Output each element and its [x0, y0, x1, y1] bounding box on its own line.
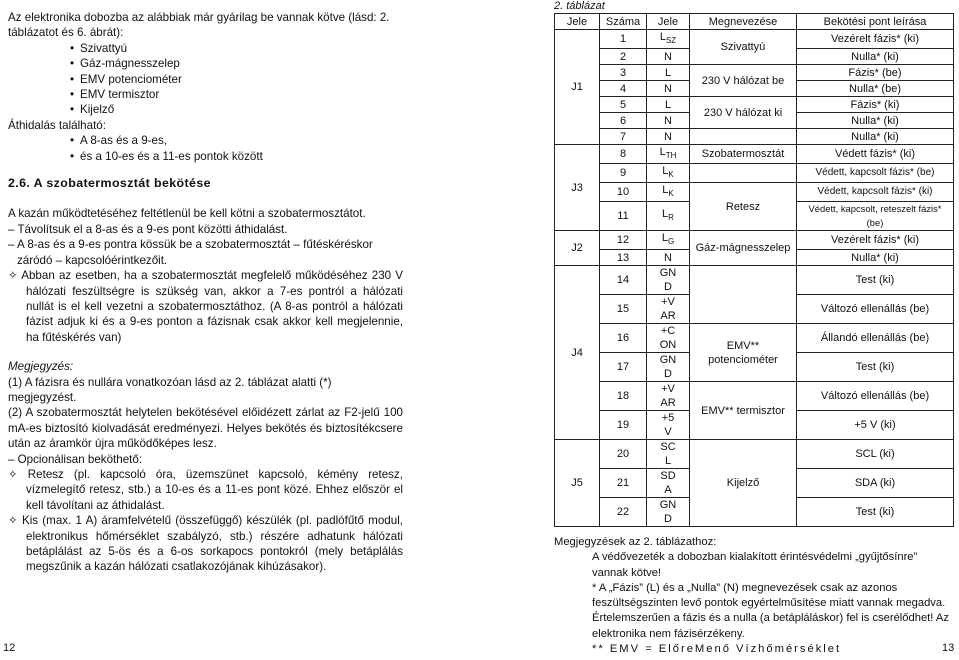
note-2: (2) A szobatermosztát helytelen bekötésével előidézett zárlat az F2-jelű 100 mA-es biztosító kiolvadását eredményezi. Helyes bekötés és biztosítékcsere után az áramkör újra működőképes lesz.: [8, 406, 403, 451]
description-cell: SCL (ki): [797, 440, 954, 469]
description-cell: Test (ki): [797, 353, 954, 382]
pin-number-cell: 2: [600, 49, 647, 65]
device-name-cell: Szobatermosztát: [690, 145, 797, 164]
table-row: [555, 324, 954, 353]
list-item: • és a 10-es és a 11-es pontok között: [70, 149, 403, 164]
pin-number-cell: 21: [600, 469, 647, 498]
pin-number-cell: 22: [600, 498, 647, 527]
device-name-cell: [690, 266, 797, 324]
header-cell: Jele: [647, 14, 690, 30]
list-item: • Szivattyú: [70, 41, 403, 56]
pin-number-cell: 8: [600, 145, 647, 164]
description-cell: Védett, kapcsolt, reteszelt fázis* (be): [797, 202, 954, 231]
signal-cell: +5 V: [647, 411, 690, 440]
bridge-label: Áthidalás található:: [8, 118, 106, 132]
signal-cell: $L_R$: [647, 202, 690, 231]
connector-cell: J2: [555, 231, 600, 266]
signal-cell: +V AR: [647, 295, 690, 324]
note: * A „Fázis” (L) és a „Nulla” (N) megnevezések csak az azonos feszültségszinten levő pontok egyértelműsítése miatt vannak megadva. Értelemszerűen a fázis és a nulla (a betápláláskor) fel is cserélődhet! Az elektronika nem fázisérzékeny.: [592, 581, 949, 640]
header-cell: Bekötési pont leírása: [797, 14, 954, 30]
signal-cell: L: [647, 97, 690, 113]
pin-number-cell: 6: [600, 113, 647, 129]
description-cell: Változó ellenállás (be): [797, 295, 954, 324]
description-cell: Nulla* (be): [797, 81, 954, 97]
connector-cell: J5: [555, 440, 600, 527]
bridge-list: [70, 133, 403, 164]
description-cell: Fázis* (be): [797, 65, 954, 81]
device-name-cell: Kijelző: [690, 440, 797, 527]
table-row: [555, 231, 954, 250]
pin-number-cell: 13: [600, 250, 647, 266]
header-cell: Jele: [555, 14, 600, 30]
signal-cell: $L_K$: [647, 183, 690, 202]
signal-cell: N: [647, 129, 690, 145]
description-cell: Nulla* (ki): [797, 250, 954, 266]
description-cell: Vezérelt fázis* (ki): [797, 231, 954, 250]
device-name-cell: EMV** potenciométer: [690, 324, 797, 382]
device-name-cell: 230 V hálózat ki: [690, 97, 797, 129]
built-in-list: [70, 41, 403, 118]
list-item: • A 8-as és a 9-es,: [70, 133, 403, 148]
signal-cell: $L_{SZ}$: [647, 30, 690, 49]
pin-number-cell: 19: [600, 411, 647, 440]
signal-cell: GN D: [647, 498, 690, 527]
description-cell: Test (ki): [797, 498, 954, 527]
right-column: [554, 0, 954, 657]
optional-title: – Opcionálisan beköthető:: [8, 452, 143, 466]
device-name-cell: Szivattyú: [690, 30, 797, 65]
list-item: • EMV potenciométer: [70, 72, 403, 87]
signal-cell: N: [647, 113, 690, 129]
signal-cell: N: [647, 250, 690, 266]
signal-cell: GN D: [647, 353, 690, 382]
signal-cell: +V AR: [647, 382, 690, 411]
device-name-cell: 230 V hálózat be: [690, 65, 797, 97]
diamond-item: ✧ Kis (max. 1 A) áramfelvételű (összefüggő) készülék (pl. padlófűtő modul, elektronikus hőmérséklet szabályzó, stb.) részére adhatunk hálózati betáplálást az 5-ös és a 6-os sorkapocs pontokról (mely betáplálás megszűnik a kazán hálózati csatlakozójának kihúzásakor).: [8, 514, 403, 574]
header-cell: Megnevezése: [690, 14, 797, 30]
device-name-cell: [690, 129, 797, 145]
pin-number-cell: 20: [600, 440, 647, 469]
dash-item: – A 8-as és a 9-es pontra kössük be a szobatermosztát – fűtéskéréskor záródó – kapcsolóérintkezőit.: [8, 238, 373, 267]
description-cell: Nulla* (ki): [797, 49, 954, 65]
pin-number-cell: 16: [600, 324, 647, 353]
table-row: [555, 382, 954, 411]
signal-cell: $L_G$: [647, 231, 690, 250]
section-title: 2.6. A szobatermosztát bekötése: [8, 176, 211, 191]
description-cell: Állandó ellenállás (be): [797, 324, 954, 353]
description-cell: Fázis* (ki): [797, 97, 954, 113]
device-name-cell: Retesz: [690, 183, 797, 231]
pin-number-cell: 12: [600, 231, 647, 250]
list-item: • Gáz-mágnesszelep: [70, 56, 403, 71]
connection-table: [554, 13, 954, 527]
description-cell: Vezérelt fázis* (ki): [797, 30, 954, 49]
description-cell: Védett, kapcsolt fázis* (ki): [797, 183, 954, 202]
description-cell: Nulla* (ki): [797, 113, 954, 129]
dash-item: – Távolítsuk el a 8-as és a 9-es pont közötti áthidalást.: [8, 222, 288, 236]
table-caption: 2. táblázat: [554, 0, 605, 12]
table-header-row: [555, 14, 954, 30]
description-cell: SDA (ki): [797, 469, 954, 498]
description-cell: +5 V (ki): [797, 411, 954, 440]
pin-number-cell: 3: [600, 65, 647, 81]
table-row: [555, 266, 954, 295]
signal-cell: N: [647, 81, 690, 97]
diamond-item: ✧ Abban az esetben, ha a szobatermosztát megfelelő működéséhez 230 V hálózati feszültségre is szükség van, akkor a 7-es pontról a hálózati nullát is el kell vezetni a szobatermosztáthoz. (A 8-as pontról a hálózati fázist adjuk ki és a 9-es ponton a fázisnak csak akkor kell megjelennie, ha fűtéskérés van): [8, 269, 403, 344]
pin-number-cell: 7: [600, 129, 647, 145]
signal-cell: $L_K$: [647, 164, 690, 183]
signal-cell: SC L: [647, 440, 690, 469]
notes-title: Megjegyzések az 2. táblázathoz:: [554, 536, 717, 548]
table-row: [555, 97, 954, 113]
connector-cell: J4: [555, 266, 600, 440]
pin-number-cell: 14: [600, 266, 647, 295]
page-number-right: 13: [942, 642, 955, 654]
signal-cell: SD A: [647, 469, 690, 498]
table-row: [555, 440, 954, 469]
signal-cell: L: [647, 65, 690, 81]
description-cell: Nulla* (ki): [797, 129, 954, 145]
page-number-left: 12: [3, 642, 16, 654]
note-emv: ** EMV = ElőreMenő Vízhőmérséklet: [592, 643, 842, 656]
description-cell: Változó ellenállás (be): [797, 382, 954, 411]
connector-cell: J1: [555, 30, 600, 145]
table-row: [555, 183, 954, 202]
left-column: [8, 10, 403, 575]
pin-number-cell: 15: [600, 295, 647, 324]
device-name-cell: [690, 164, 797, 183]
notes-title: Megjegyzés:: [8, 360, 74, 374]
table-row: [555, 65, 954, 81]
header-cell: Száma: [600, 14, 647, 30]
pin-number-cell: 17: [600, 353, 647, 382]
pin-number-cell: 4: [600, 81, 647, 97]
paragraph: A kazán működtetéséhez feltétlenül be kell kötni a szobatermosztátot.: [8, 207, 366, 221]
table-notes: [554, 535, 954, 657]
table-row: [555, 129, 954, 145]
list-item: • Kijelző: [70, 102, 403, 117]
description-cell: Test (ki): [797, 266, 954, 295]
device-name-cell: EMV** termisztor: [690, 382, 797, 440]
note-1: (1) A fázisra és nullára vonatkozóan lásd az 2. táblázat alatti (*) megjegyzést.: [8, 375, 332, 404]
pin-number-cell: 9: [600, 164, 647, 183]
pin-number-cell: 11: [600, 202, 647, 231]
signal-cell: GN D: [647, 266, 690, 295]
signal-cell: $L_{TH}$: [647, 145, 690, 164]
pin-number-cell: 5: [600, 97, 647, 113]
table-row: [555, 145, 954, 164]
signal-cell: +C ON: [647, 324, 690, 353]
intro-text: Az elektronika dobozba az alábbiak már gyárilag be vannak kötve (lásd: 2. táblázatot és 6. ábrát):: [8, 11, 390, 40]
table-row: [555, 164, 954, 183]
note: A védővezeték a dobozban kialakított érintésvédelmi „gyűjtősínre” vannak kötve!: [592, 551, 918, 579]
device-name-cell: Gáz-mágnesszelep: [690, 231, 797, 266]
table-row: [555, 30, 954, 49]
pin-number-cell: 10: [600, 183, 647, 202]
pin-number-cell: 18: [600, 382, 647, 411]
description-cell: Védett, kapcsolt fázis* (be): [797, 164, 954, 183]
diamond-item: ✧ Retesz (pl. kapcsoló óra, üzemszünet kapcsoló, kémény retesz, vízmelegítő retesz, stb.) a 10-es és a 11-es pont közé. Ehhez először el kell távolítani az áthidalást.: [8, 467, 403, 512]
pin-number-cell: 1: [600, 30, 647, 49]
signal-cell: N: [647, 49, 690, 65]
description-cell: Védett fázis* (ki): [797, 145, 954, 164]
connector-cell: J3: [555, 145, 600, 231]
list-item: • EMV termisztor: [70, 87, 403, 102]
